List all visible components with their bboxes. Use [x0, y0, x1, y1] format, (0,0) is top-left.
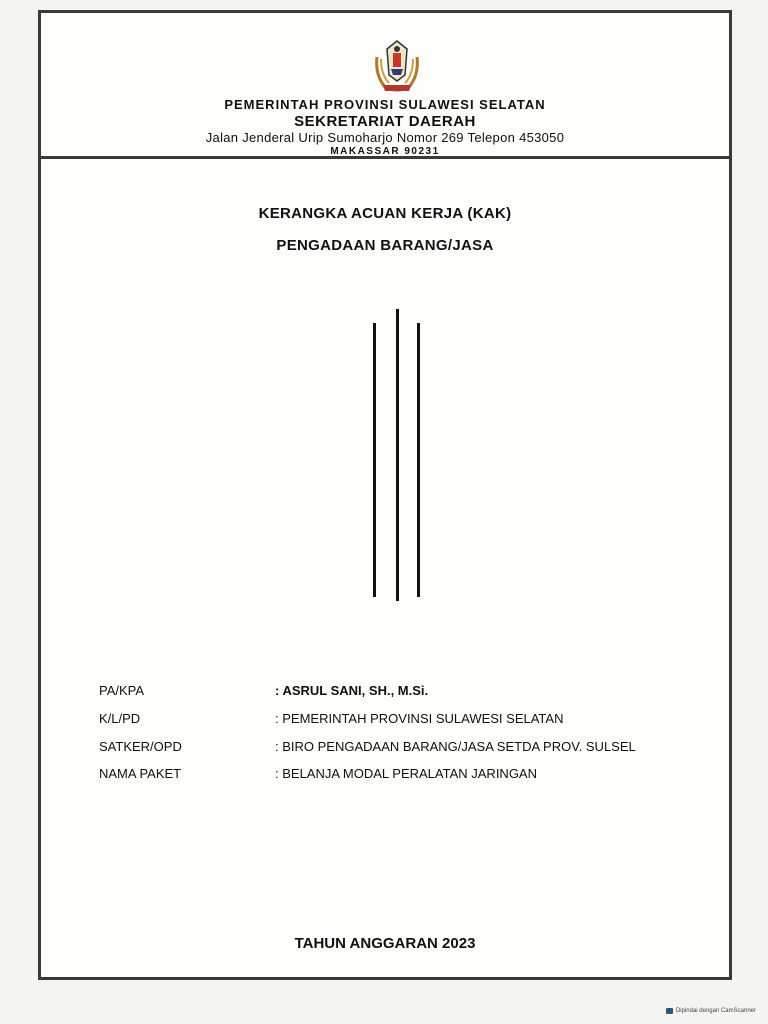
- letterhead-city: MAKASSAR 90231: [330, 146, 440, 157]
- letterhead: [41, 13, 729, 159]
- info-value: : BIRO PENGADAAN BARANG/JASA SETDA PROV. SULSEL: [275, 739, 636, 754]
- document-page: [38, 10, 732, 980]
- letterhead-secretariat: SEKRETARIAT DAERAH: [294, 113, 476, 130]
- document-title: KERANGKA ACUAN KERJA (KAK): [258, 205, 512, 222]
- document-subtitle: PENGADAAN BARANG/JASA: [276, 237, 494, 254]
- scanner-text: Dipindai dengan CamScanner: [675, 1008, 756, 1014]
- info-label: PA/KPA: [99, 683, 145, 698]
- decorative-line-right: [417, 323, 420, 597]
- info-value: : BELANJA MODAL PERALATAN JARINGAN: [275, 766, 537, 781]
- decorative-line-center: [396, 309, 399, 601]
- scanner-watermark: [666, 1008, 756, 1014]
- provincial-emblem-icon: [369, 35, 425, 95]
- camscanner-icon: [666, 1008, 673, 1014]
- info-value: : PEMERINTAH PROVINSI SULAWESI SELATAN: [275, 711, 564, 726]
- info-label: K/L/PD: [99, 711, 141, 726]
- letterhead-address: Jalan Jenderal Urip Sumoharjo Nomor 269 Telepon 453050: [205, 130, 565, 145]
- info-label: NAMA PAKET: [99, 766, 182, 781]
- decorative-line-left: [373, 323, 376, 597]
- budget-year: TAHUN ANGGARAN 2023: [294, 935, 476, 952]
- info-label: SATKER/OPD: [99, 739, 182, 754]
- info-value: : ASRUL SANI, SH., M.Si.: [275, 683, 429, 698]
- letterhead-government: PEMERINTAH PROVINSI SULAWESI SELATAN: [224, 97, 546, 112]
